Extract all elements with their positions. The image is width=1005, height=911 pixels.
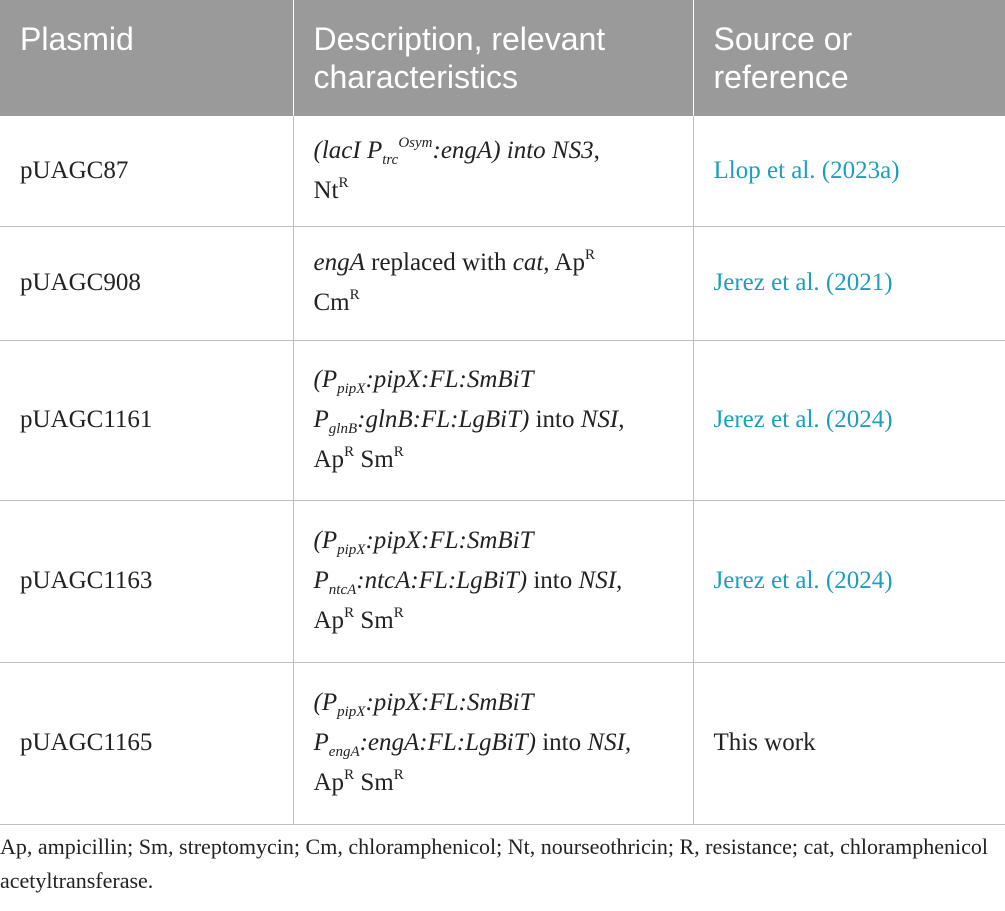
desc-text: NSI, [587, 729, 632, 756]
desc-text: Sm [354, 769, 394, 796]
desc-text: NSI, [578, 567, 623, 594]
reference-cell [693, 662, 1005, 824]
plasmid-name: pUAGC1163 [0, 500, 293, 662]
desc-text: , [593, 136, 600, 164]
header-source: Source or reference [693, 0, 1005, 116]
plasmid-description [293, 500, 693, 662]
desc-text: :glnB:FL:LgBiT) [357, 406, 530, 433]
desc-text: into [535, 729, 588, 756]
reference-link[interactable]: Jerez et al. (2021) [713, 269, 893, 296]
reference-text: This work [713, 729, 816, 756]
table-row [0, 116, 1005, 226]
desc-text: Ap [313, 769, 345, 796]
reference-cell [693, 116, 1005, 226]
desc-subscript: glnB [328, 421, 358, 437]
desc-text: P [313, 729, 329, 756]
table-row [0, 500, 1005, 662]
desc-superscript: R [344, 605, 355, 621]
desc-text: Cm [313, 289, 350, 316]
desc-subscript: trc [382, 151, 399, 168]
desc-text: Sm [354, 607, 394, 634]
desc-superscript: R [584, 247, 595, 263]
desc-subscript: engA [328, 744, 360, 760]
desc-text: Ap [313, 607, 345, 634]
plasmid-name: pUAGC1161 [0, 340, 293, 500]
plasmid-description [293, 116, 693, 226]
reference-link[interactable]: Jerez et al. (2024) [713, 567, 893, 594]
desc-subscript: pipX [337, 704, 366, 720]
desc-text: , Ap [543, 249, 585, 276]
header-plasmid: Plasmid [0, 0, 293, 116]
plasmid-description [293, 662, 693, 824]
desc-text: :pipX:FL:SmBiT [365, 527, 534, 554]
desc-text: into [527, 567, 579, 594]
desc-text: P [313, 406, 329, 433]
desc-text: Ap [313, 446, 345, 473]
plasmid-name: pUAGC908 [0, 226, 293, 340]
desc-superscript: Osym [398, 134, 433, 151]
reference-link[interactable]: Jerez et al. (2024) [713, 406, 893, 433]
reference-cell [693, 500, 1005, 662]
desc-superscript: R [344, 444, 355, 460]
reference-cell [693, 340, 1005, 500]
header-row [0, 0, 1005, 116]
table-row [0, 662, 1005, 824]
desc-superscript: R [393, 605, 404, 621]
plasmid-name: pUAGC1165 [0, 662, 293, 824]
desc-text: engA [313, 249, 365, 276]
desc-text: into [529, 406, 581, 433]
desc-text: :pipX:FL:SmBiT [365, 689, 534, 716]
desc-superscript: R [393, 444, 404, 460]
desc-text: (P [313, 527, 338, 554]
table-row [0, 340, 1005, 500]
desc-text: (P [313, 366, 338, 393]
desc-text: P [313, 567, 329, 594]
plasmid-name: pUAGC87 [0, 116, 293, 226]
reference-cell [693, 226, 1005, 340]
desc-superscript: R [349, 287, 360, 303]
desc-text: Sm [354, 446, 394, 473]
desc-text: cat [512, 249, 544, 276]
desc-text: :engA:FL:LgBiT) [359, 729, 536, 756]
desc-text: NS3 [551, 136, 594, 164]
desc-text: NSI [580, 406, 619, 433]
header-description: Description, relevant characteristics [293, 0, 693, 116]
desc-text: (lacI P [313, 136, 383, 164]
desc-text: Nt [313, 176, 339, 204]
desc-text: (P [313, 689, 338, 716]
desc-text: :pipX:FL:SmBiT [365, 366, 534, 393]
desc-subscript: pipX [337, 381, 366, 397]
table-row [0, 226, 1005, 340]
table-footnote: Ap, ampicillin; Sm, streptomycin; Cm, chloramphenicol; Nt, nourseothricin; R, resistance; cat, chloramphenicol acetyltransferase. [0, 834, 988, 893]
desc-superscript: R [393, 767, 404, 783]
plasmid-description [293, 340, 693, 500]
desc-text: :engA) into [432, 136, 552, 164]
desc-text: , [618, 406, 625, 433]
reference-link[interactable]: Llop et al. (2023a) [713, 156, 900, 184]
plasmid-description [293, 226, 693, 340]
desc-subscript: ntcA [328, 582, 357, 598]
desc-subscript: pipX [337, 542, 366, 558]
desc-superscript: R [344, 767, 355, 783]
desc-superscript: R [338, 174, 349, 191]
desc-text: :ntcA:FL:LgBiT) [356, 567, 528, 594]
desc-text: replaced with [364, 249, 513, 276]
